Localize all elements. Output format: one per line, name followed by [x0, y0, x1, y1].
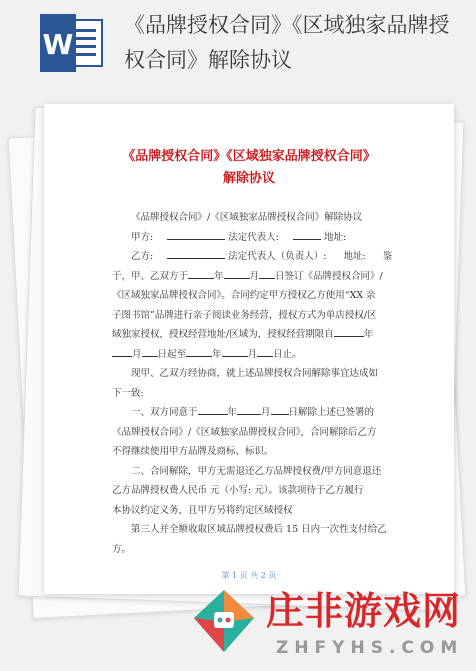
body-line: 下一致:	[112, 387, 144, 399]
body-line: 现甲、乙双方经协商，就上述品牌授权合同解除事宜达成如	[131, 368, 379, 379]
document-heading-line2: 解除协议	[222, 171, 275, 186]
body-line: 方。	[112, 543, 132, 555]
body-line: 《品牌授权合同》/《区域独家品牌授权合同》解除协议	[131, 212, 363, 223]
svg-text:W: W	[42, 28, 74, 61]
body-line: 月 日起至 年 月 日止。	[112, 345, 412, 365]
body-line: 乙方: 法定代表人（负责人）: 地址: 鉴	[112, 247, 412, 267]
watermark-subtext: ZHFYHS.COM	[276, 638, 464, 658]
body-line: 《区域独家品牌授权合同》。合同约定甲方授权乙方使用“XX 亲	[112, 290, 376, 301]
watermark-text: 庄非游戏网	[266, 589, 462, 633]
body-line: 乙方品牌授权费人民币 元（小写: 元）。该款项待于乙方履行	[112, 485, 364, 496]
body-line: 二、合同解除，甲方无需退还乙方品牌授权费/甲方同意退还	[131, 465, 382, 477]
body-line: 不得继续使用甲方品牌及商标、标识。	[112, 446, 274, 457]
body-line: 于，甲、乙双方于 年 月 日签订《品牌授权合同》/	[112, 267, 412, 287]
body-line: 域独家授权，授权经营地址/区域为，授权经营期限自 年	[112, 325, 412, 345]
body-line: 子图书馆”品牌进行亲子阅读业务经营，授权方式为单店授权/区	[112, 309, 377, 321]
body-line: 第三人并全额收取区域品牌授权费后 15 日内一次性支付给乙	[131, 524, 387, 535]
document-heading	[44, 146, 454, 190]
watermark	[180, 584, 476, 671]
zhfyhs-logo-icon	[192, 588, 256, 654]
body-line: 本协议约定义务，且甲方另将约定区域授权	[112, 504, 293, 516]
body-line: 一、双方同意于 年 月 日解除上述已签署的	[112, 403, 412, 423]
body-line: 《品牌授权合同》/《区域独家品牌授权合同》，合同解除后乙方	[112, 426, 377, 438]
page-number: 第 1 页 共 2 页	[221, 571, 277, 580]
word-icon	[40, 14, 104, 72]
document-title-header: 《品牌授权合同》《区域独家品牌授权合同》解除协议	[124, 13, 450, 72]
body-line: 甲方: 法定代表人: 地址:	[112, 228, 412, 248]
header	[0, 0, 476, 90]
document-page	[44, 104, 454, 594]
document-body	[112, 208, 412, 559]
document-heading-line1: 《品牌授权合同》《区域独家品牌授权合同》	[122, 149, 376, 164]
